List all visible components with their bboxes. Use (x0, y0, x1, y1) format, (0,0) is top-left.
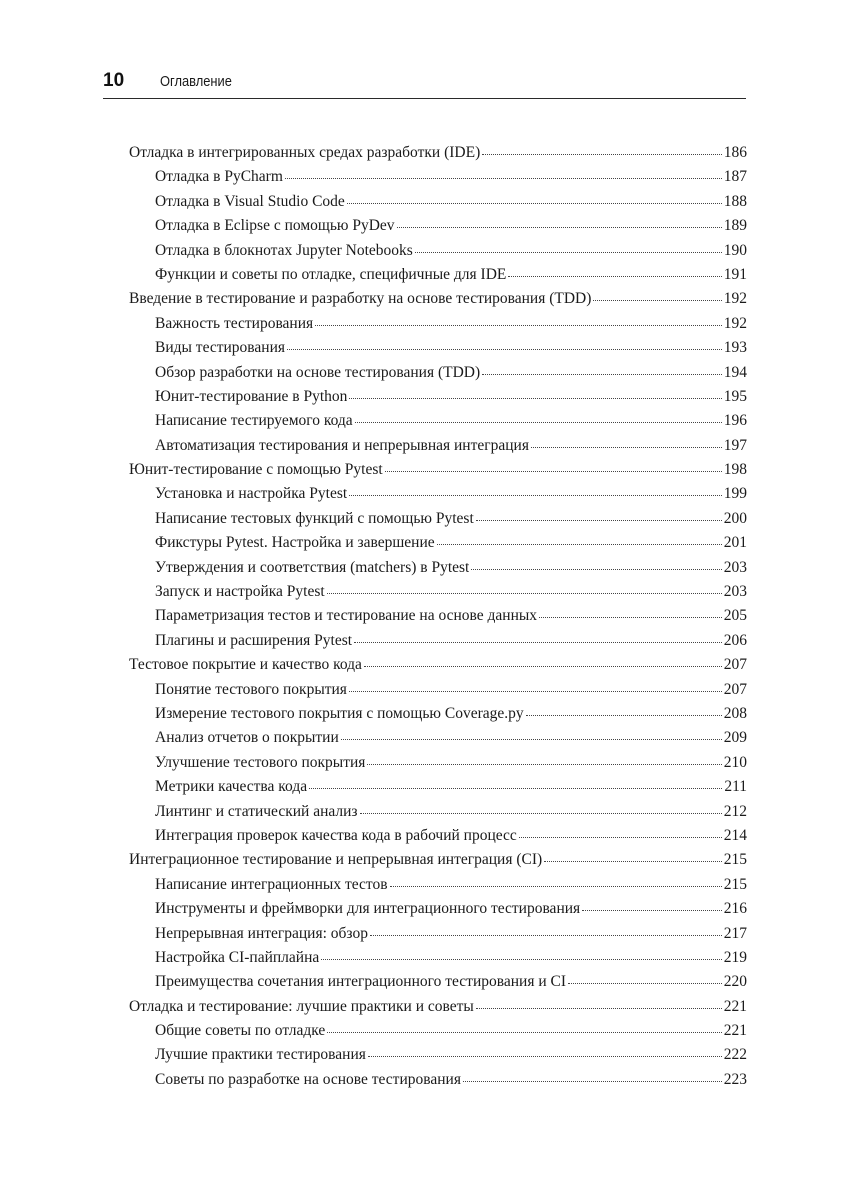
dot-leader (544, 860, 722, 862)
toc-entry-page: 191 (723, 265, 747, 283)
dot-leader (437, 543, 722, 545)
toc-entry-page: 190 (723, 241, 747, 259)
toc-subsection-entry (129, 385, 747, 409)
toc-subsection-entry (129, 190, 747, 214)
page-number: 10 (103, 70, 125, 91)
toc-subsection-entry (129, 1068, 747, 1092)
toc-subsection-entry (129, 434, 747, 458)
dot-leader (526, 714, 722, 716)
table-of-contents (129, 141, 747, 1092)
toc-subsection-entry (129, 604, 747, 628)
dot-leader (397, 226, 722, 228)
toc-entry-title: Юнит-тестирование с помощью Pytest (129, 461, 383, 479)
dot-leader (568, 982, 722, 984)
toc-section-entry (129, 653, 747, 677)
dot-leader (390, 885, 722, 887)
dot-leader (508, 275, 721, 277)
dot-leader (349, 494, 722, 496)
toc-entry-title: Понятие тестового покрытия (155, 680, 347, 698)
toc-entry-page: 192 (723, 290, 747, 308)
toc-entry-page: 212 (723, 802, 747, 820)
toc-entry-title: Функции и советы по отладке, специфичные для IDE (155, 265, 507, 283)
toc-entry-title: Тестовое покрытие и качество кода (129, 656, 362, 674)
dot-leader (415, 251, 722, 253)
dot-leader (285, 177, 722, 179)
toc-entry-page: 221 (723, 997, 747, 1015)
toc-subsection-entry (129, 1043, 747, 1067)
toc-entry-page: 221 (723, 1022, 747, 1040)
toc-entry-page: 208 (723, 704, 747, 722)
dot-leader (476, 519, 722, 521)
toc-subsection-entry (129, 824, 747, 848)
toc-entry-page: 188 (723, 192, 747, 210)
toc-subsection-entry (129, 263, 747, 287)
toc-subsection-entry (129, 214, 747, 238)
toc-section-entry (129, 458, 747, 482)
toc-entry-page: 203 (723, 583, 747, 601)
toc-entry-title: Обзор разработки на основе тестирования (TDD) (155, 363, 481, 381)
toc-entry-title: Юнит-тестирование в Python (155, 387, 348, 405)
toc-subsection-entry (129, 897, 747, 921)
toc-entry-title: Измерение тестового покрытия с помощью Coverage.py (155, 704, 524, 722)
dot-leader (471, 568, 721, 570)
toc-entry-page: 199 (723, 485, 747, 503)
toc-subsection-entry (129, 1019, 747, 1043)
dot-leader (582, 909, 722, 911)
toc-entry-page: 194 (723, 363, 747, 381)
toc-entry-title: Линтинг и статический анализ (155, 802, 358, 820)
toc-entry-page: 215 (723, 875, 747, 893)
toc-entry-title: Инструменты и фреймворки для интеграционного тестирования (155, 900, 581, 918)
toc-entry-page: 187 (723, 168, 747, 186)
toc-entry-title: Непрерывная интеграция: обзор (155, 924, 368, 942)
toc-entry-title: Анализ отчетов о покрытии (155, 729, 339, 747)
toc-entry-title: Улучшение тестового покрытия (155, 753, 366, 771)
toc-entry-title: Написание интеграционных тестов (155, 875, 388, 893)
toc-section-entry (129, 141, 747, 165)
toc-subsection-entry (129, 531, 747, 555)
toc-entry-page: 197 (723, 436, 747, 454)
dot-leader (321, 958, 721, 960)
toc-section-entry (129, 848, 747, 872)
toc-entry-title: Фикстуры Pytest. Настройка и завершение (155, 534, 435, 552)
dot-leader (463, 1080, 722, 1082)
toc-entry-title: Отладка в интегрированных средах разработки (IDE) (129, 144, 481, 161)
toc-subsection-entry (129, 922, 747, 946)
toc-entry-title: Важность тестирования (155, 314, 314, 332)
toc-entry-page: 195 (723, 387, 747, 405)
toc-entry-title: Настройка CI-пайплайна (155, 948, 320, 966)
toc-entry-title: Установка и настройка Pytest (155, 485, 348, 503)
toc-entry-title: Советы по разработке на основе тестирования (155, 1070, 461, 1088)
toc-subsection-entry (129, 775, 747, 799)
running-title: Оглавление (160, 73, 232, 90)
dot-leader (354, 641, 722, 643)
toc-subsection-entry (129, 678, 747, 702)
toc-entry-page: 203 (723, 558, 747, 576)
dot-leader (347, 202, 722, 204)
dot-leader (367, 763, 721, 765)
toc-entry-page: 205 (723, 607, 747, 625)
toc-subsection-entry (129, 946, 747, 970)
toc-subsection-entry (129, 629, 747, 653)
dot-leader (482, 153, 722, 155)
dot-leader (593, 299, 721, 301)
toc-entry-page: 186 (723, 144, 747, 161)
page-header (103, 70, 746, 99)
toc-entry-title: Отладка в блокнотах Jupyter Notebooks (155, 241, 413, 259)
toc-entry-page: 210 (723, 753, 747, 771)
toc-entry-title: Отладка в Eclipse с помощью PyDev (155, 217, 395, 235)
dot-leader (482, 373, 722, 375)
dot-leader (368, 1055, 722, 1057)
toc-entry-page: 207 (723, 656, 747, 674)
dot-leader (385, 470, 722, 472)
dot-leader (327, 592, 722, 594)
toc-subsection-entry (129, 580, 747, 604)
toc-entry-page: 198 (723, 461, 747, 479)
toc-entry-page: 217 (723, 924, 747, 942)
toc-entry-title: Отладка и тестирование: лучшие практики и советы (129, 997, 474, 1015)
toc-entry-page: 207 (723, 680, 747, 698)
dot-leader (370, 934, 722, 936)
toc-subsection-entry (129, 409, 747, 433)
dot-leader (309, 787, 722, 789)
toc-entry-page: 200 (723, 509, 747, 527)
dot-leader (360, 812, 722, 814)
toc-entry-page: 216 (723, 900, 747, 918)
toc-entry-page: 193 (723, 339, 747, 357)
toc-entry-title: Общие советы по отладке (155, 1022, 326, 1040)
dot-leader (327, 1031, 722, 1033)
toc-section-entry (129, 995, 747, 1019)
toc-subsection-entry (129, 312, 747, 336)
toc-section-entry (129, 287, 747, 311)
toc-entry-title: Интеграция проверок качества кода в рабочий процесс (155, 826, 517, 844)
toc-entry-title: Введение в тестирование и разработку на основе тестирования (TDD) (129, 290, 592, 308)
dot-leader (539, 616, 722, 618)
dot-leader (364, 665, 722, 667)
toc-entry-title: Отладка в PyCharm (155, 168, 283, 186)
dot-leader (287, 348, 722, 350)
toc-subsection-entry (129, 361, 747, 385)
dot-leader (355, 421, 722, 423)
toc-entry-title: Виды тестирования (155, 339, 286, 357)
dot-leader (341, 738, 722, 740)
toc-entry-title: Отладка в Visual Studio Code (155, 192, 345, 210)
toc-entry-title: Запуск и настройка Pytest (155, 583, 325, 601)
toc-entry-page: 189 (723, 217, 747, 235)
dot-leader (531, 446, 722, 448)
toc-entry-title: Преимущества сочетания интеграционного тестирования и CI (155, 973, 566, 991)
dot-leader (315, 324, 722, 326)
toc-entry-title: Написание тестируемого кода (155, 412, 353, 430)
toc-entry-page: 220 (723, 973, 747, 991)
toc-entry-page: 196 (723, 412, 747, 430)
dot-leader (476, 1007, 722, 1009)
toc-entry-page: 214 (723, 826, 747, 844)
toc-subsection-entry (129, 165, 747, 189)
toc-entry-page: 206 (723, 631, 747, 649)
toc-entry-title: Метрики качества кода (155, 778, 308, 796)
toc-subsection-entry (129, 239, 747, 263)
toc-subsection-entry (129, 702, 747, 726)
dot-leader (349, 397, 721, 399)
toc-subsection-entry (129, 800, 747, 824)
toc-entry-page: 192 (723, 314, 747, 332)
toc-subsection-entry (129, 873, 747, 897)
toc-entry-title: Написание тестовых функций с помощью Pytest (155, 509, 474, 527)
dot-leader (349, 690, 722, 692)
toc-subsection-entry (129, 507, 747, 531)
toc-entry-title: Утверждения и соответствия (matchers) в Pytest (155, 558, 470, 576)
toc-entry-title: Лучшие практики тестирования (155, 1046, 366, 1064)
toc-entry-title: Автоматизация тестирования и непрерывная интеграция (155, 436, 529, 454)
toc-entry-title: Плагины и расширения Pytest (155, 631, 353, 649)
toc-entry-page: 215 (723, 851, 747, 869)
toc-entry-page: 201 (723, 534, 747, 552)
toc-subsection-entry (129, 556, 747, 580)
toc-entry-page: 219 (723, 948, 747, 966)
toc-entry-title: Интеграционное тестирование и непрерывная интеграция (CI) (129, 851, 543, 869)
toc-subsection-entry (129, 336, 747, 360)
toc-subsection-entry (129, 751, 747, 775)
toc-subsection-entry (129, 970, 747, 994)
toc-entry-page: 223 (723, 1070, 747, 1088)
toc-entry-page: 222 (723, 1046, 747, 1064)
toc-entry-page: 211 (724, 778, 747, 796)
toc-subsection-entry (129, 726, 747, 750)
dot-leader (519, 836, 722, 838)
toc-entry-title: Параметризация тестов и тестирование на основе данных (155, 607, 538, 625)
toc-entry-page: 209 (723, 729, 747, 747)
toc-subsection-entry (129, 482, 747, 506)
